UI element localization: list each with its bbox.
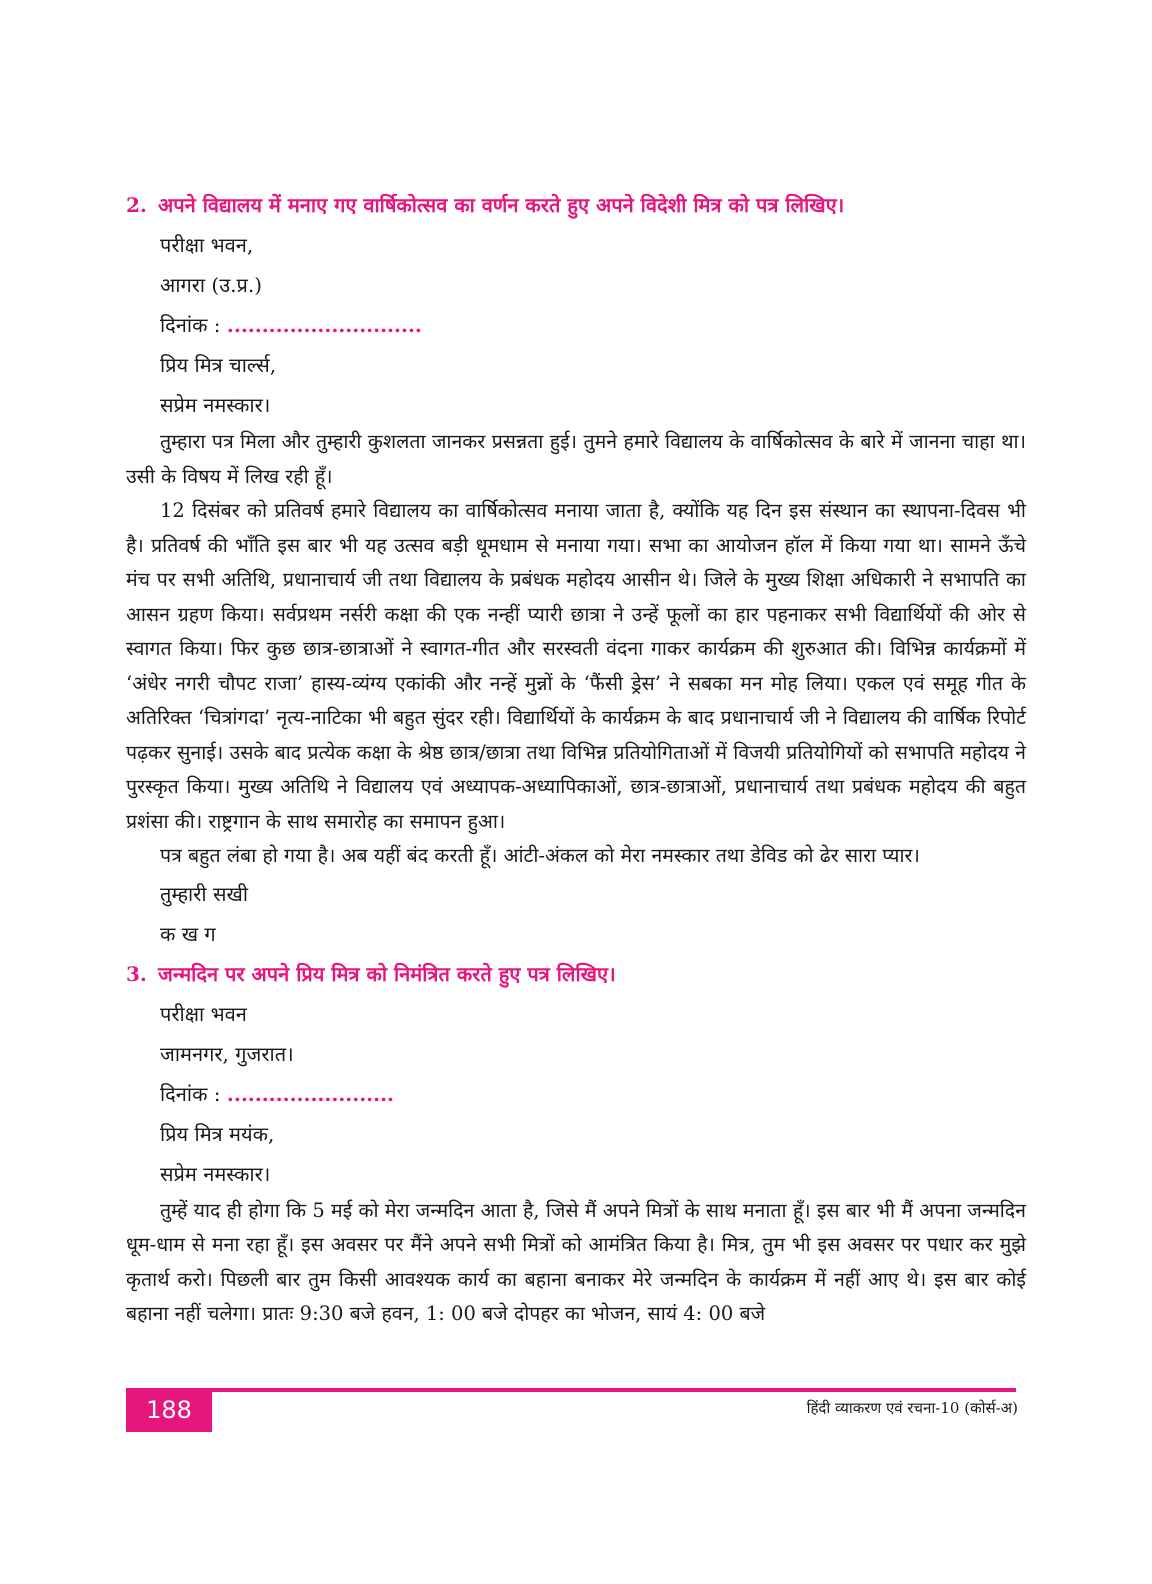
page-number: 188 [126,1388,212,1432]
q2-address-line-2: आगरा (उ.प्र.) [160,273,263,297]
question-3-number: 3. [126,961,147,986]
q3-address-line-2: जामनगर, गुजरात। [160,1041,294,1066]
question-2-heading [126,185,1026,225]
q3-date-label: दिनांक : [160,1081,221,1106]
q2-paragraph-2: 12 दिसंबर को प्रतिवर्ष हमारे विद्यालय का वार्षिकोत्सव मनाया जाता है, क्योंकि यह दिन इस संस्थान का स्थापना-दिवस भी है। प्रतिवर्ष की भाँति इस बार भी यह उत्सव बड़ी धूमधाम से मनाया गया। सभा का आयोजन हॉल में किया गया था। सामने ऊँचे मंच पर सभी अतिथि, प्रधानाचार्य जी तथा विद्यालय के प्रबंधक महोदय आसीन थे। जिले के मुख्य शिक्षा अधिकारी ने सभापति का आसन ग्रहण किया। सर्वप्रथम नर्सरी कक्षा की एक नन्हीं प्यारी छात्रा ने उन्हें फूलों का हार पहनाकर सभी विद्यार्थियों की ओर से स्वागत किया। फिर कुछ छात्र-छात्राओं ने स्वागत-गीत और सरस्वती वंदना गाकर कार्यक्रम की शुरुआत की। विभिन्न कार्यक्रमों में ‘अंधेर नगरी चौपट राजा’ हास्य-व्यंग्य एकांकी और नन्हें मुन्नों के ‘फैंसी ड्रेस’ ने सबका मन मोह लिया। एकल एवं समूह गीत के अतिरिक्त ‘चित्रांगदा’ नृत्य-नाटिका भी बहुत सुंदर रही। विद्यार्थियों के कार्यक्रम के बाद प्रधानाचार्य जी ने विद्यालय की वार्षिक रिपोर्ट पढ़कर सुनाई। उसके बाद प्रत्येक कक्षा के श्रेष्ठ छात्र/छात्रा तथा विभिन्न प्रतियोगिताओं में विजयी प्रतियोगियों को सभापति महोदय ने पुरस्कृत किया। मुख्य अतिथि ने विद्यालय एवं अध्यापक-अध्यापिकाओं, छात्र-छात्राओं, प्रधानाचार्य तथा प्रबंधक महोदय की बहुत प्रशंसा की। राष्ट्रगान के साथ समारोह का समापन हुआ। [126,499,1026,833]
q2-signature: क ख ग [160,921,216,946]
q2-date-dots: ............................ [226,313,422,337]
question-3-title: जन्मदिन पर अपने प्रिय मित्र को निमंत्रित करते हुए पत्र लिखिए। [158,961,616,986]
q3-address-line-1: परीक्षा भवन [160,1001,247,1026]
q2-date-line [126,305,1026,345]
q3-date-line [126,1074,1026,1114]
q3-date-dots: ........................ [226,1081,395,1106]
q3-paragraph-1: तुम्हें याद ही होगा कि 5 मई को मेरा जन्मदिन आता है, जिसे मैं अपने मित्रों के साथ मनाता हूँ। इस बार भी मैं अपना जन्मदिन धूम-धाम से मना रहा हूँ। इस अवसर पर मैंने अपने सभी मित्रों को आमंत्रित किया है। मित्र, तुम भी इस अवसर पर पधार कर मुझे कृतार्थ करो। पिछली बार तुम किसी आवश्यक कार्य का बहाना बनाकर मेरे जन्मदिन के कार्यक्रम में नहीं आए थे। इस बार कोई बहाना नहीं चलेगा। प्रातः 9:30 बजे हवन, 1: 00 बजे दोपहर का भोजन, सायं 4: 00 बजे [126,1198,1026,1325]
q2-paragraph-3: पत्र बहुत लंबा हो गया है। अब यहीं बंद करती हूँ। आंटी-अंकल को मेरा नमस्कार तथा डेविड को ढेर सारा प्यार। [160,844,920,867]
footer-divider [126,1388,1016,1392]
book-title: हिंदी व्याकरण एवं रचना-10 (कोर्स-अ) [806,1399,1018,1417]
page-content [126,185,1026,1332]
question-2-number: 2. [126,193,147,217]
q2-address-line-1: परीक्षा भवन, [160,233,254,257]
q2-date-label: दिनांक : [160,313,221,337]
question-2-title: अपने विद्यालय में मनाए गए वार्षिकोत्सव का वर्णन करते हुए अपने विदेशी मित्र को पत्र लिखिए। [158,193,845,217]
q3-salutation: प्रिय मित्र मयंक, [160,1121,275,1146]
q2-closing: तुम्हारी सखी [160,881,249,906]
q2-paragraph-1: तुम्हारा पत्र मिला और तुम्हारी कुशलता जानकर प्रसन्नता हुई। तुमने हमारे विद्यालय के वार्षिकोत्सव के बारे में जानना चाहा था। उसी के विषय में लिख रही हूँ। [126,430,1026,488]
question-3-heading [126,954,1026,994]
q2-greeting: सप्रेम नमस्कार। [160,393,271,417]
q3-greeting: सप्रेम नमस्कार। [160,1161,271,1186]
q2-salutation: प्रिय मित्र चार्ल्स, [160,353,277,377]
